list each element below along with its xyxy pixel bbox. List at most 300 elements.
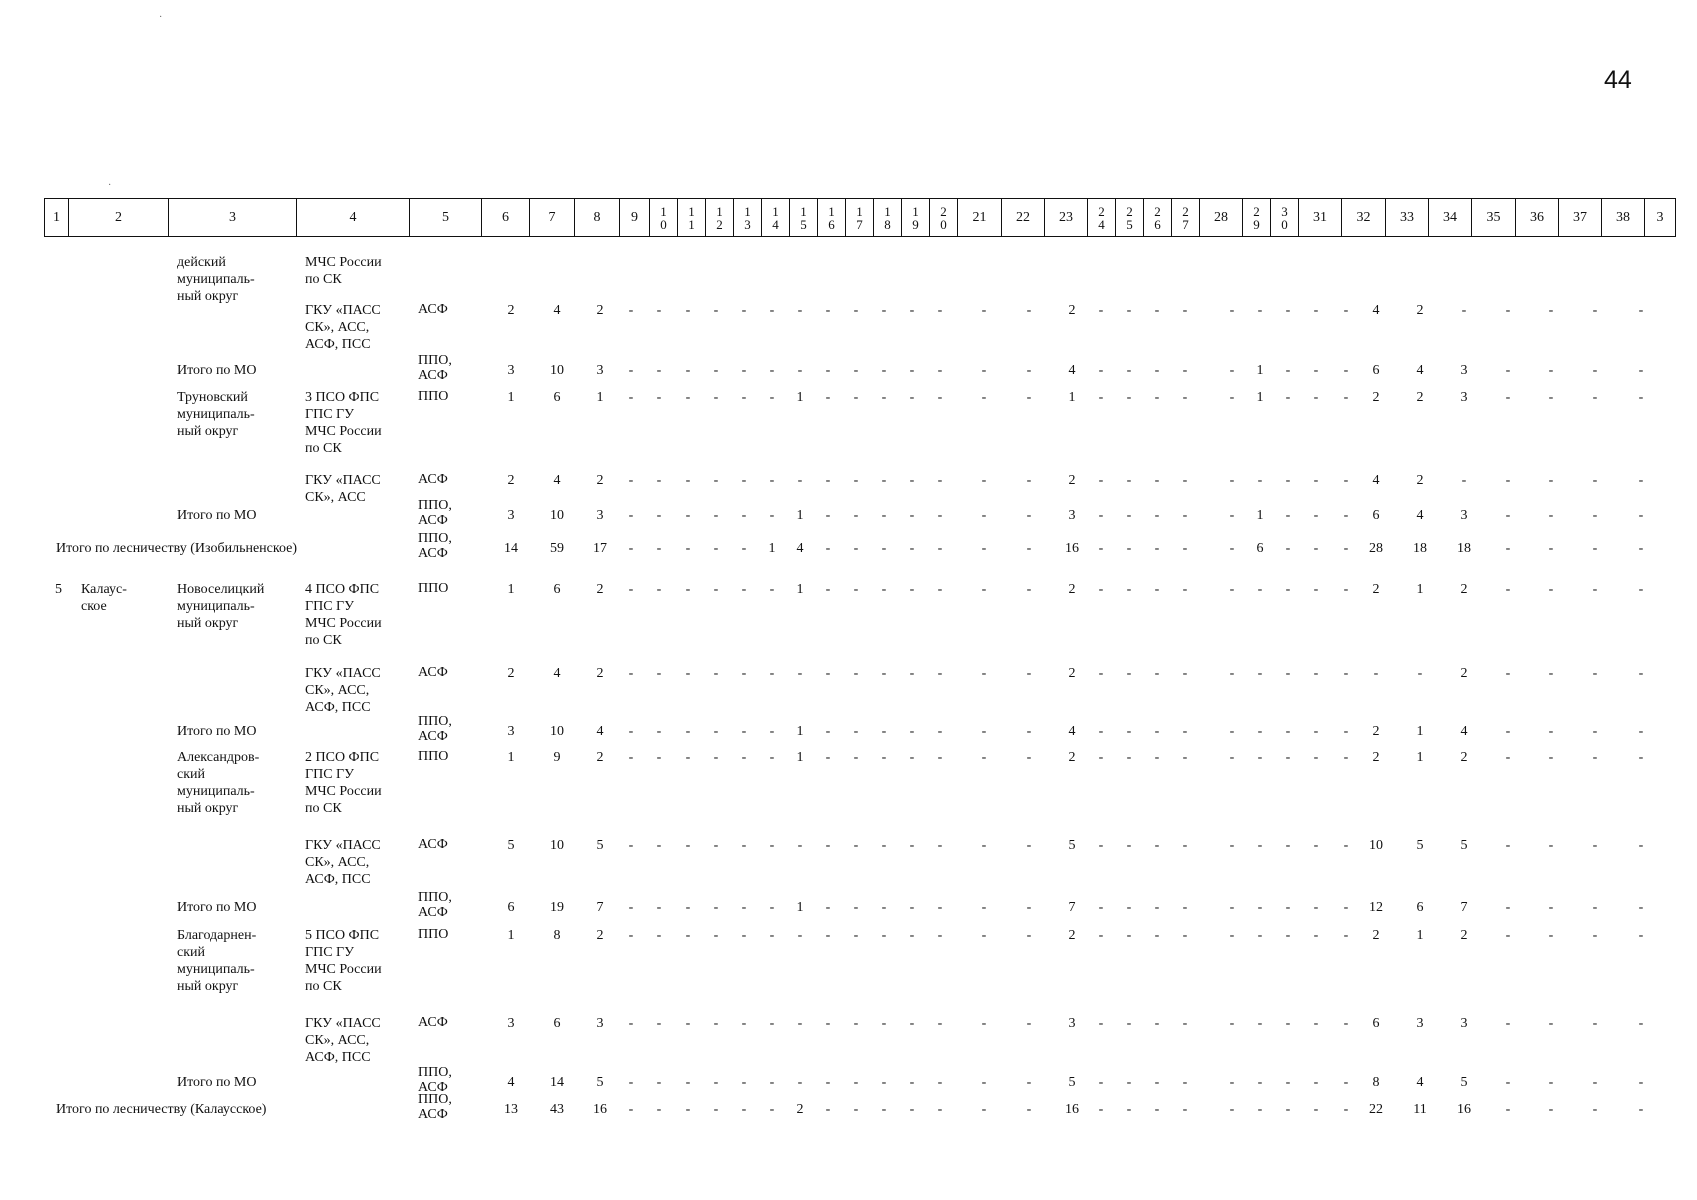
value-cell: - bbox=[1098, 390, 1104, 405]
value-cell: - bbox=[853, 1102, 859, 1117]
value-cell: 3 bbox=[1068, 508, 1076, 523]
value-cell: - bbox=[1154, 1016, 1160, 1031]
value-cell: - bbox=[797, 1016, 803, 1031]
value-cell: - bbox=[1229, 363, 1235, 378]
value-cell: 6 bbox=[553, 582, 561, 597]
value-cell: - bbox=[1313, 473, 1319, 488]
value-cell: - bbox=[713, 838, 719, 853]
value-cell: 2 bbox=[596, 303, 604, 318]
value-cell: - bbox=[1098, 582, 1104, 597]
value-cell: 5 bbox=[507, 838, 515, 853]
value-cell: - bbox=[1154, 666, 1160, 681]
value-cell: - bbox=[909, 1016, 915, 1031]
unit-type: ППО bbox=[418, 749, 449, 764]
value-cell: - bbox=[1548, 508, 1554, 523]
value-cell: - bbox=[853, 1016, 859, 1031]
value-cell: - bbox=[1548, 303, 1554, 318]
value-cell: - bbox=[1098, 1075, 1104, 1090]
municipality-name: Итого по МО bbox=[177, 724, 257, 739]
value-cell: 16 bbox=[1457, 1102, 1471, 1117]
value-cell: - bbox=[853, 900, 859, 915]
value-cell: - bbox=[825, 750, 831, 765]
value-cell: - bbox=[937, 838, 943, 853]
value-cell: - bbox=[1548, 1075, 1554, 1090]
value-cell: 2 bbox=[1068, 928, 1076, 943]
unit-type: ППО, АСФ bbox=[418, 531, 452, 561]
value-cell: - bbox=[797, 363, 803, 378]
value-cell: - bbox=[1154, 900, 1160, 915]
value-cell: - bbox=[1343, 1075, 1349, 1090]
unit-type: ППО bbox=[418, 389, 449, 404]
value-cell: - bbox=[1182, 1016, 1188, 1031]
value-cell: - bbox=[825, 1075, 831, 1090]
value-cell: - bbox=[853, 473, 859, 488]
value-cell: - bbox=[1638, 724, 1644, 739]
value-cell: - bbox=[881, 900, 887, 915]
value-cell: - bbox=[909, 838, 915, 853]
value-cell: - bbox=[909, 363, 915, 378]
value-cell: - bbox=[1126, 1016, 1132, 1031]
value-cell: - bbox=[937, 666, 943, 681]
value-cell: 59 bbox=[550, 541, 564, 556]
value-cell: - bbox=[881, 928, 887, 943]
value-cell: - bbox=[1548, 1016, 1554, 1031]
header-cell: 21 bbox=[958, 199, 1002, 236]
organization-name: 3 ПСО ФПС ГПС ГУ МЧС России по СК bbox=[305, 390, 382, 456]
value-cell: - bbox=[881, 1016, 887, 1031]
value-cell: - bbox=[656, 1016, 662, 1031]
value-cell: - bbox=[1229, 303, 1235, 318]
value-cell: - bbox=[1592, 1102, 1598, 1117]
value-cell: - bbox=[1154, 541, 1160, 556]
header-cell: 36 bbox=[1516, 199, 1559, 236]
value-cell: - bbox=[656, 724, 662, 739]
value-cell: - bbox=[628, 582, 634, 597]
value-cell: - bbox=[881, 750, 887, 765]
value-cell: 4 bbox=[1460, 724, 1468, 739]
value-cell: - bbox=[656, 473, 662, 488]
value-cell: - bbox=[909, 928, 915, 943]
value-cell: 6 bbox=[1372, 363, 1380, 378]
value-cell: - bbox=[909, 724, 915, 739]
value-cell: 6 bbox=[553, 1016, 561, 1031]
value-cell: - bbox=[1257, 1102, 1263, 1117]
value-cell: - bbox=[1182, 473, 1188, 488]
value-cell: 2 bbox=[596, 928, 604, 943]
value-cell: 4 bbox=[553, 303, 561, 318]
header-cell: 2 6 bbox=[1144, 199, 1172, 236]
value-cell: - bbox=[1229, 1016, 1235, 1031]
value-cell: 6 bbox=[1372, 508, 1380, 523]
value-cell: 10 bbox=[550, 724, 564, 739]
value-cell: 7 bbox=[1068, 900, 1076, 915]
unit-type: ППО, АСФ bbox=[418, 1092, 452, 1122]
value-cell: - bbox=[1285, 928, 1291, 943]
value-cell: 18 bbox=[1457, 541, 1471, 556]
value-cell: 16 bbox=[1065, 541, 1079, 556]
unit-type: ППО bbox=[418, 581, 449, 596]
value-cell: - bbox=[853, 838, 859, 853]
value-cell: - bbox=[825, 390, 831, 405]
value-cell: 8 bbox=[553, 928, 561, 943]
value-cell: - bbox=[1343, 1102, 1349, 1117]
value-cell: - bbox=[853, 1075, 859, 1090]
value-cell: - bbox=[713, 900, 719, 915]
value-cell: - bbox=[685, 666, 691, 681]
header-cell: 1 7 bbox=[846, 199, 874, 236]
value-cell: - bbox=[1505, 750, 1511, 765]
value-cell: - bbox=[1126, 508, 1132, 523]
value-cell: - bbox=[797, 473, 803, 488]
header-cell: 2 7 bbox=[1172, 199, 1200, 236]
value-cell: - bbox=[1154, 582, 1160, 597]
value-cell: - bbox=[1505, 1102, 1511, 1117]
value-cell: 5 bbox=[1460, 1075, 1468, 1090]
value-cell: - bbox=[1505, 303, 1511, 318]
value-cell: - bbox=[1257, 666, 1263, 681]
value-cell: 3 bbox=[507, 724, 515, 739]
value-cell: - bbox=[685, 390, 691, 405]
value-cell: - bbox=[937, 928, 943, 943]
value-cell: - bbox=[1098, 838, 1104, 853]
header-cell: 1 5 bbox=[790, 199, 818, 236]
value-cell: 5 bbox=[1416, 838, 1424, 853]
value-cell: - bbox=[825, 666, 831, 681]
value-cell: 2 bbox=[1372, 928, 1380, 943]
value-cell: - bbox=[1505, 928, 1511, 943]
value-cell: - bbox=[825, 900, 831, 915]
value-cell: - bbox=[628, 666, 634, 681]
unit-type: ППО, АСФ bbox=[418, 714, 452, 744]
value-cell: - bbox=[656, 1075, 662, 1090]
value-cell: - bbox=[769, 666, 775, 681]
header-cell: 5 bbox=[410, 199, 482, 236]
value-cell: - bbox=[1592, 508, 1598, 523]
value-cell: 1 bbox=[1068, 390, 1076, 405]
value-cell: - bbox=[1182, 541, 1188, 556]
value-cell: - bbox=[1313, 541, 1319, 556]
value-cell: - bbox=[1343, 363, 1349, 378]
value-cell: - bbox=[909, 750, 915, 765]
value-cell: 10 bbox=[550, 363, 564, 378]
value-cell: - bbox=[685, 1102, 691, 1117]
value-cell: - bbox=[825, 1102, 831, 1117]
value-cell: - bbox=[628, 541, 634, 556]
value-cell: - bbox=[1313, 303, 1319, 318]
value-cell: - bbox=[1098, 724, 1104, 739]
value-cell: - bbox=[713, 1102, 719, 1117]
value-cell: - bbox=[1343, 390, 1349, 405]
header-cell: 2 bbox=[69, 199, 169, 236]
header-cell: 9 bbox=[620, 199, 650, 236]
value-cell: - bbox=[1182, 666, 1188, 681]
value-cell: 3 bbox=[596, 508, 604, 523]
header-cell: 6 bbox=[482, 199, 530, 236]
value-cell: - bbox=[1638, 750, 1644, 765]
value-cell: - bbox=[1505, 508, 1511, 523]
value-cell: - bbox=[685, 473, 691, 488]
header-cell: 35 bbox=[1472, 199, 1516, 236]
value-cell: - bbox=[1285, 303, 1291, 318]
value-cell: 1 bbox=[768, 541, 776, 556]
value-cell: - bbox=[881, 582, 887, 597]
forestry-total-label: Итого по лесничеству (Изобильненское) bbox=[56, 541, 298, 556]
value-cell: 3 bbox=[596, 363, 604, 378]
value-cell: - bbox=[1026, 363, 1032, 378]
value-cell: - bbox=[909, 390, 915, 405]
value-cell: 1 bbox=[1416, 582, 1424, 597]
value-cell: 2 bbox=[1068, 750, 1076, 765]
value-cell: - bbox=[1548, 582, 1554, 597]
value-cell: - bbox=[685, 1016, 691, 1031]
value-cell: - bbox=[1285, 900, 1291, 915]
value-cell: - bbox=[1592, 541, 1598, 556]
value-cell: - bbox=[937, 1016, 943, 1031]
value-cell: - bbox=[1285, 1016, 1291, 1031]
value-cell: - bbox=[685, 900, 691, 915]
value-cell: - bbox=[685, 724, 691, 739]
value-cell: - bbox=[628, 508, 634, 523]
value-cell: - bbox=[853, 582, 859, 597]
value-cell: - bbox=[1313, 900, 1319, 915]
value-cell: - bbox=[628, 1102, 634, 1117]
value-cell: - bbox=[853, 390, 859, 405]
value-cell: - bbox=[1154, 724, 1160, 739]
municipality-name: Итого по МО bbox=[177, 1075, 257, 1090]
value-cell: - bbox=[881, 303, 887, 318]
value-cell: - bbox=[741, 303, 747, 318]
value-cell: 3 bbox=[596, 1016, 604, 1031]
value-cell: - bbox=[1285, 838, 1291, 853]
value-cell: - bbox=[1505, 900, 1511, 915]
value-cell: - bbox=[981, 390, 987, 405]
value-cell: 2 bbox=[1372, 724, 1380, 739]
municipality-name: Итого по МО bbox=[177, 363, 257, 378]
value-cell: - bbox=[769, 303, 775, 318]
value-cell: - bbox=[713, 724, 719, 739]
value-cell: - bbox=[1313, 508, 1319, 523]
value-cell: 2 bbox=[596, 473, 604, 488]
value-cell: 6 bbox=[507, 900, 515, 915]
value-cell: - bbox=[1026, 473, 1032, 488]
value-cell: 8 bbox=[1372, 1075, 1380, 1090]
value-cell: - bbox=[769, 1075, 775, 1090]
value-cell: - bbox=[981, 363, 987, 378]
unit-type: АСФ bbox=[418, 665, 448, 680]
unit-type: АСФ bbox=[418, 837, 448, 852]
header-cell: 2 5 bbox=[1116, 199, 1144, 236]
value-cell: - bbox=[1257, 1075, 1263, 1090]
value-cell: 16 bbox=[593, 1102, 607, 1117]
value-cell: - bbox=[1126, 363, 1132, 378]
value-cell: - bbox=[937, 390, 943, 405]
value-cell: - bbox=[1592, 900, 1598, 915]
organization-name: ГКУ «ПАСС СК», АСС, АСФ, ПСС bbox=[305, 838, 381, 887]
value-cell: - bbox=[713, 666, 719, 681]
value-cell: - bbox=[685, 303, 691, 318]
value-cell: 2 bbox=[596, 666, 604, 681]
value-cell: - bbox=[1285, 1075, 1291, 1090]
value-cell: - bbox=[1638, 838, 1644, 853]
value-cell: - bbox=[1126, 1075, 1132, 1090]
value-cell: - bbox=[1182, 838, 1188, 853]
value-cell: - bbox=[1026, 724, 1032, 739]
value-cell: - bbox=[1098, 363, 1104, 378]
value-cell: - bbox=[1257, 473, 1263, 488]
value-cell: - bbox=[1257, 582, 1263, 597]
value-cell: - bbox=[1592, 363, 1598, 378]
header-cell: 28 bbox=[1200, 199, 1243, 236]
value-cell: - bbox=[1285, 750, 1291, 765]
value-cell: - bbox=[713, 508, 719, 523]
value-cell: 2 bbox=[1068, 582, 1076, 597]
value-cell: - bbox=[1285, 541, 1291, 556]
value-cell: - bbox=[853, 303, 859, 318]
value-cell: 1 bbox=[1416, 750, 1424, 765]
value-cell: - bbox=[1026, 303, 1032, 318]
value-cell: - bbox=[1229, 928, 1235, 943]
row-number: 5 bbox=[55, 582, 62, 597]
value-cell: - bbox=[769, 838, 775, 853]
value-cell: 2 bbox=[1460, 582, 1468, 597]
value-cell: - bbox=[741, 724, 747, 739]
value-cell: - bbox=[628, 363, 634, 378]
unit-type: ППО bbox=[418, 927, 449, 942]
value-cell: 4 bbox=[596, 724, 604, 739]
value-cell: - bbox=[769, 363, 775, 378]
value-cell: 2 bbox=[507, 473, 515, 488]
value-cell: 5 bbox=[1068, 1075, 1076, 1090]
value-cell: 3 bbox=[1068, 1016, 1076, 1031]
value-cell: - bbox=[1417, 666, 1423, 681]
value-cell: - bbox=[1126, 838, 1132, 853]
value-cell: - bbox=[937, 508, 943, 523]
value-cell: - bbox=[685, 582, 691, 597]
value-cell: - bbox=[937, 724, 943, 739]
value-cell: - bbox=[1638, 1016, 1644, 1031]
unit-type: ППО, АСФ bbox=[418, 498, 452, 528]
value-cell: 18 bbox=[1413, 541, 1427, 556]
value-cell: - bbox=[937, 303, 943, 318]
value-cell: 6 bbox=[1256, 541, 1264, 556]
value-cell: - bbox=[881, 473, 887, 488]
value-cell: 28 bbox=[1369, 541, 1383, 556]
value-cell: - bbox=[1638, 900, 1644, 915]
value-cell: - bbox=[1229, 724, 1235, 739]
value-cell: - bbox=[881, 363, 887, 378]
value-cell: - bbox=[909, 1102, 915, 1117]
value-cell: 6 bbox=[1372, 1016, 1380, 1031]
value-cell: 7 bbox=[1460, 900, 1468, 915]
value-cell: - bbox=[1026, 1075, 1032, 1090]
value-cell: - bbox=[1343, 666, 1349, 681]
value-cell: - bbox=[1638, 390, 1644, 405]
organization-name: ГКУ «ПАСС СК», АСС, АСФ, ПСС bbox=[305, 1016, 381, 1065]
value-cell: - bbox=[981, 724, 987, 739]
value-cell: 2 bbox=[1460, 928, 1468, 943]
value-cell: - bbox=[713, 541, 719, 556]
value-cell: - bbox=[1343, 541, 1349, 556]
value-cell: - bbox=[741, 666, 747, 681]
value-cell: - bbox=[1026, 541, 1032, 556]
value-cell: - bbox=[713, 928, 719, 943]
value-cell: - bbox=[741, 582, 747, 597]
value-cell: - bbox=[1505, 473, 1511, 488]
unit-type: ППО, АСФ bbox=[418, 890, 452, 920]
value-cell: - bbox=[769, 582, 775, 597]
value-cell: 4 bbox=[1372, 473, 1380, 488]
value-cell: - bbox=[1182, 508, 1188, 523]
value-cell: - bbox=[741, 390, 747, 405]
page-number: 44 bbox=[1604, 66, 1632, 94]
value-cell: - bbox=[1126, 900, 1132, 915]
value-cell: - bbox=[1592, 582, 1598, 597]
value-cell: - bbox=[1098, 473, 1104, 488]
value-cell: 5 bbox=[1068, 838, 1076, 853]
value-cell: - bbox=[769, 390, 775, 405]
value-cell: 1 bbox=[796, 582, 804, 597]
value-cell: 14 bbox=[504, 541, 518, 556]
value-cell: 3 bbox=[507, 363, 515, 378]
value-cell: - bbox=[628, 724, 634, 739]
value-cell: 3 bbox=[1460, 363, 1468, 378]
value-cell: - bbox=[1313, 390, 1319, 405]
value-cell: 1 bbox=[796, 724, 804, 739]
value-cell: - bbox=[1229, 508, 1235, 523]
value-cell: - bbox=[1313, 750, 1319, 765]
header-cell: 34 bbox=[1429, 199, 1472, 236]
header-cell: 23 bbox=[1045, 199, 1088, 236]
value-cell: - bbox=[628, 1016, 634, 1031]
value-cell: - bbox=[1592, 1075, 1598, 1090]
value-cell: - bbox=[1229, 473, 1235, 488]
value-cell: 14 bbox=[550, 1075, 564, 1090]
value-cell: - bbox=[1026, 508, 1032, 523]
municipality-name: Итого по МО bbox=[177, 508, 257, 523]
header-cell: 2 4 bbox=[1088, 199, 1116, 236]
value-cell: - bbox=[685, 363, 691, 378]
value-cell: - bbox=[1182, 1102, 1188, 1117]
value-cell: - bbox=[937, 363, 943, 378]
value-cell: 4 bbox=[553, 666, 561, 681]
value-cell: - bbox=[656, 750, 662, 765]
value-cell: 1 bbox=[507, 928, 515, 943]
value-cell: - bbox=[1343, 508, 1349, 523]
value-cell: - bbox=[853, 508, 859, 523]
value-cell: 2 bbox=[1416, 473, 1424, 488]
value-cell: - bbox=[1182, 582, 1188, 597]
value-cell: - bbox=[909, 541, 915, 556]
municipality-name: Итого по МО bbox=[177, 900, 257, 915]
value-cell: 4 bbox=[507, 1075, 515, 1090]
value-cell: - bbox=[1505, 1075, 1511, 1090]
value-cell: 9 bbox=[553, 750, 561, 765]
value-cell: 5 bbox=[1460, 838, 1468, 853]
value-cell: 4 bbox=[1416, 363, 1424, 378]
value-cell: - bbox=[1592, 1016, 1598, 1031]
value-cell: - bbox=[909, 1075, 915, 1090]
organization-name: ГКУ «ПАСС СК», АСС bbox=[305, 473, 381, 505]
value-cell: - bbox=[797, 838, 803, 853]
value-cell: - bbox=[1154, 838, 1160, 853]
unit-type: АСФ bbox=[418, 302, 448, 317]
value-cell: - bbox=[1592, 928, 1598, 943]
value-cell: - bbox=[1548, 838, 1554, 853]
value-cell: 5 bbox=[596, 838, 604, 853]
header-cell: 1 4 bbox=[762, 199, 790, 236]
header-cell: 1 6 bbox=[818, 199, 846, 236]
value-cell: - bbox=[1592, 473, 1598, 488]
